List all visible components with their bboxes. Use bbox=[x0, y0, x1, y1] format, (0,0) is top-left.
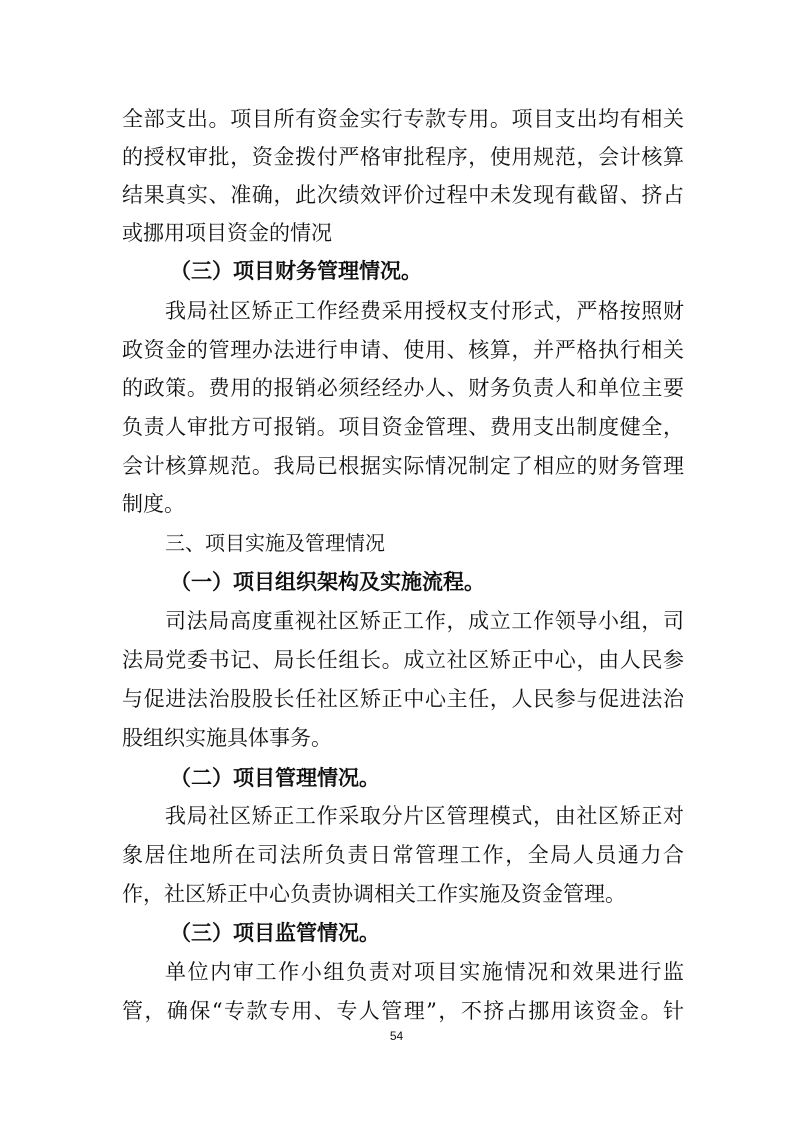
body-text-line: 作，社区矫正中心负责协调相关工作实施及资金管理。 bbox=[122, 882, 626, 906]
body-text-line: 股组织实施具体事务。 bbox=[122, 726, 332, 750]
body-text-line: 法局党委书记、局长任组长。成立社区矫正中心，由人民参 bbox=[122, 648, 684, 672]
body-text-line: 的授权审批，资金拨付严格审批程序，使用规范，会计核算 bbox=[122, 145, 684, 169]
body-text-line: 司法局高度重视社区矫正工作，成立工作领导小组，司 bbox=[165, 609, 684, 633]
subsection-heading-finance: （三）项目财务管理情况。 bbox=[170, 258, 422, 283]
body-text-line: 制度。 bbox=[122, 492, 185, 516]
section-heading-implementation: 三、项目实施及管理情况 bbox=[165, 531, 385, 555]
body-text-line: 结果真实、准确，此次绩效评价过程中未发现有截留、挤占 bbox=[122, 183, 684, 207]
body-text-line: 象居住地所在司法所负责日常管理工作，全局人员通力合 bbox=[122, 843, 684, 867]
body-text-line: 或挪用项目资金的情况 bbox=[122, 221, 332, 245]
subsection-heading-organization: （一）项目组织架构及实施流程。 bbox=[170, 569, 485, 594]
subsection-heading-supervision: （三）项目监管情况。 bbox=[170, 920, 380, 945]
body-text-line: 的政策。费用的报销必须经经办人、财务负责人和单位主要 bbox=[122, 376, 684, 400]
body-text-line: 管，确保“专款专用、专人管理”，不挤占挪用该资金。针 bbox=[122, 999, 684, 1023]
page-number: 54 bbox=[389, 1029, 404, 1043]
body-text-line: 我局社区矫正工作采取分片区管理模式，由社区矫正对 bbox=[165, 804, 684, 828]
subsection-heading-management: （二）项目管理情况。 bbox=[170, 765, 380, 790]
body-text-line: 单位内审工作小组负责对项目实施情况和效果进行监 bbox=[165, 960, 684, 984]
body-text-line: 会计核算规范。我局已根据实际情况制定了相应的财务管理 bbox=[122, 454, 684, 478]
body-text-line: 负责人审批方可报销。项目资金管理、费用支出制度健全， bbox=[122, 415, 684, 439]
body-text-line: 我局社区矫正工作经费采用授权支付形式，严格按照财 bbox=[165, 299, 684, 323]
body-text-line: 政资金的管理办法进行申请、使用、核算，并严格执行相关 bbox=[122, 338, 684, 362]
body-text-line: 与促进法治股股长任社区矫正中心主任，人民参与促进法治 bbox=[122, 687, 684, 711]
body-text-line: 全部支出。项目所有资金实行专款专用。项目支出均有相关 bbox=[122, 107, 684, 131]
